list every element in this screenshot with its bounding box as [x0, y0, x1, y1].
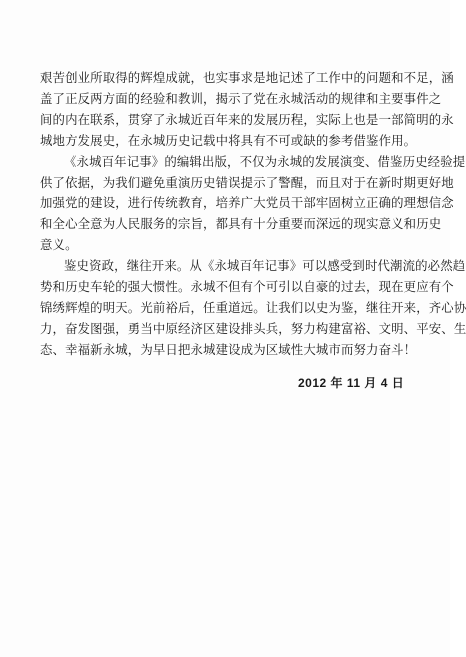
paragraph-2-line-4: 和全心全意为人民服务的宗旨，都具有十分重要而深远的现实意义和历史 — [40, 216, 442, 232]
body-text — [40, 68, 466, 361]
paragraph-3-line-5: 态、幸福新永城，为早日把永城建设成为区域性大城市而努力奋斗！ — [40, 341, 417, 357]
paragraph-3-line-4: 力，奋发图强，勇当中原经济区建设排头兵，努力构建富裕、文明、平安、生 — [40, 320, 466, 336]
paragraph-3-line-1: 鉴史资政，继往开来。从《永城百年记事》可以感受到时代潮流的必然趋 — [64, 258, 466, 274]
paragraph-1-line-3: 间的内在联系，贯穿了永城近百年来的发展历程，实际上也是一部简明的永 — [40, 111, 454, 127]
paragraph-1-line-1: 艰苦创业所取得的辉煌成就，也实事求是地记述了工作中的问题和不足，涵 — [40, 70, 454, 85]
paragraph-2-line-3: 加强党的建设，进行传统教育，培养广大党员干部牢固树立正确的理想信念 — [40, 195, 454, 211]
paragraph-1-line-4: 城地方发展史，在永城历史记载中将具有不可或缺的参考借鉴作用。 — [40, 132, 417, 148]
paragraph-3-line-3: 锦绣辉煌的明天。光前裕后，任重道远。让我们以史为鉴，继往开来，齐心协 — [40, 299, 466, 315]
paragraph-2-line-1: 《永城百年记事》的编辑出版，不仅为永城的发展演变、借鉴历史经验提 — [64, 153, 466, 169]
paragraph-2-line-5: 意义。 — [40, 237, 78, 253]
paragraph-1-line-2: 盖了正反两方面的经验和教训，揭示了党在永城活动的规律和主要事件之 — [40, 90, 442, 106]
signature-date: 2012 年 11 月 4 日 — [298, 376, 405, 390]
paragraph-3-line-2: 势和历史车轮的强大惯性。永城不但有个可引以自豪的过去，现在更应有个 — [40, 279, 454, 295]
paragraph-2-line-2: 供了依据，为我们避免重演历史错误提示了警醒，而且对于在新时期更好地 — [40, 174, 454, 190]
